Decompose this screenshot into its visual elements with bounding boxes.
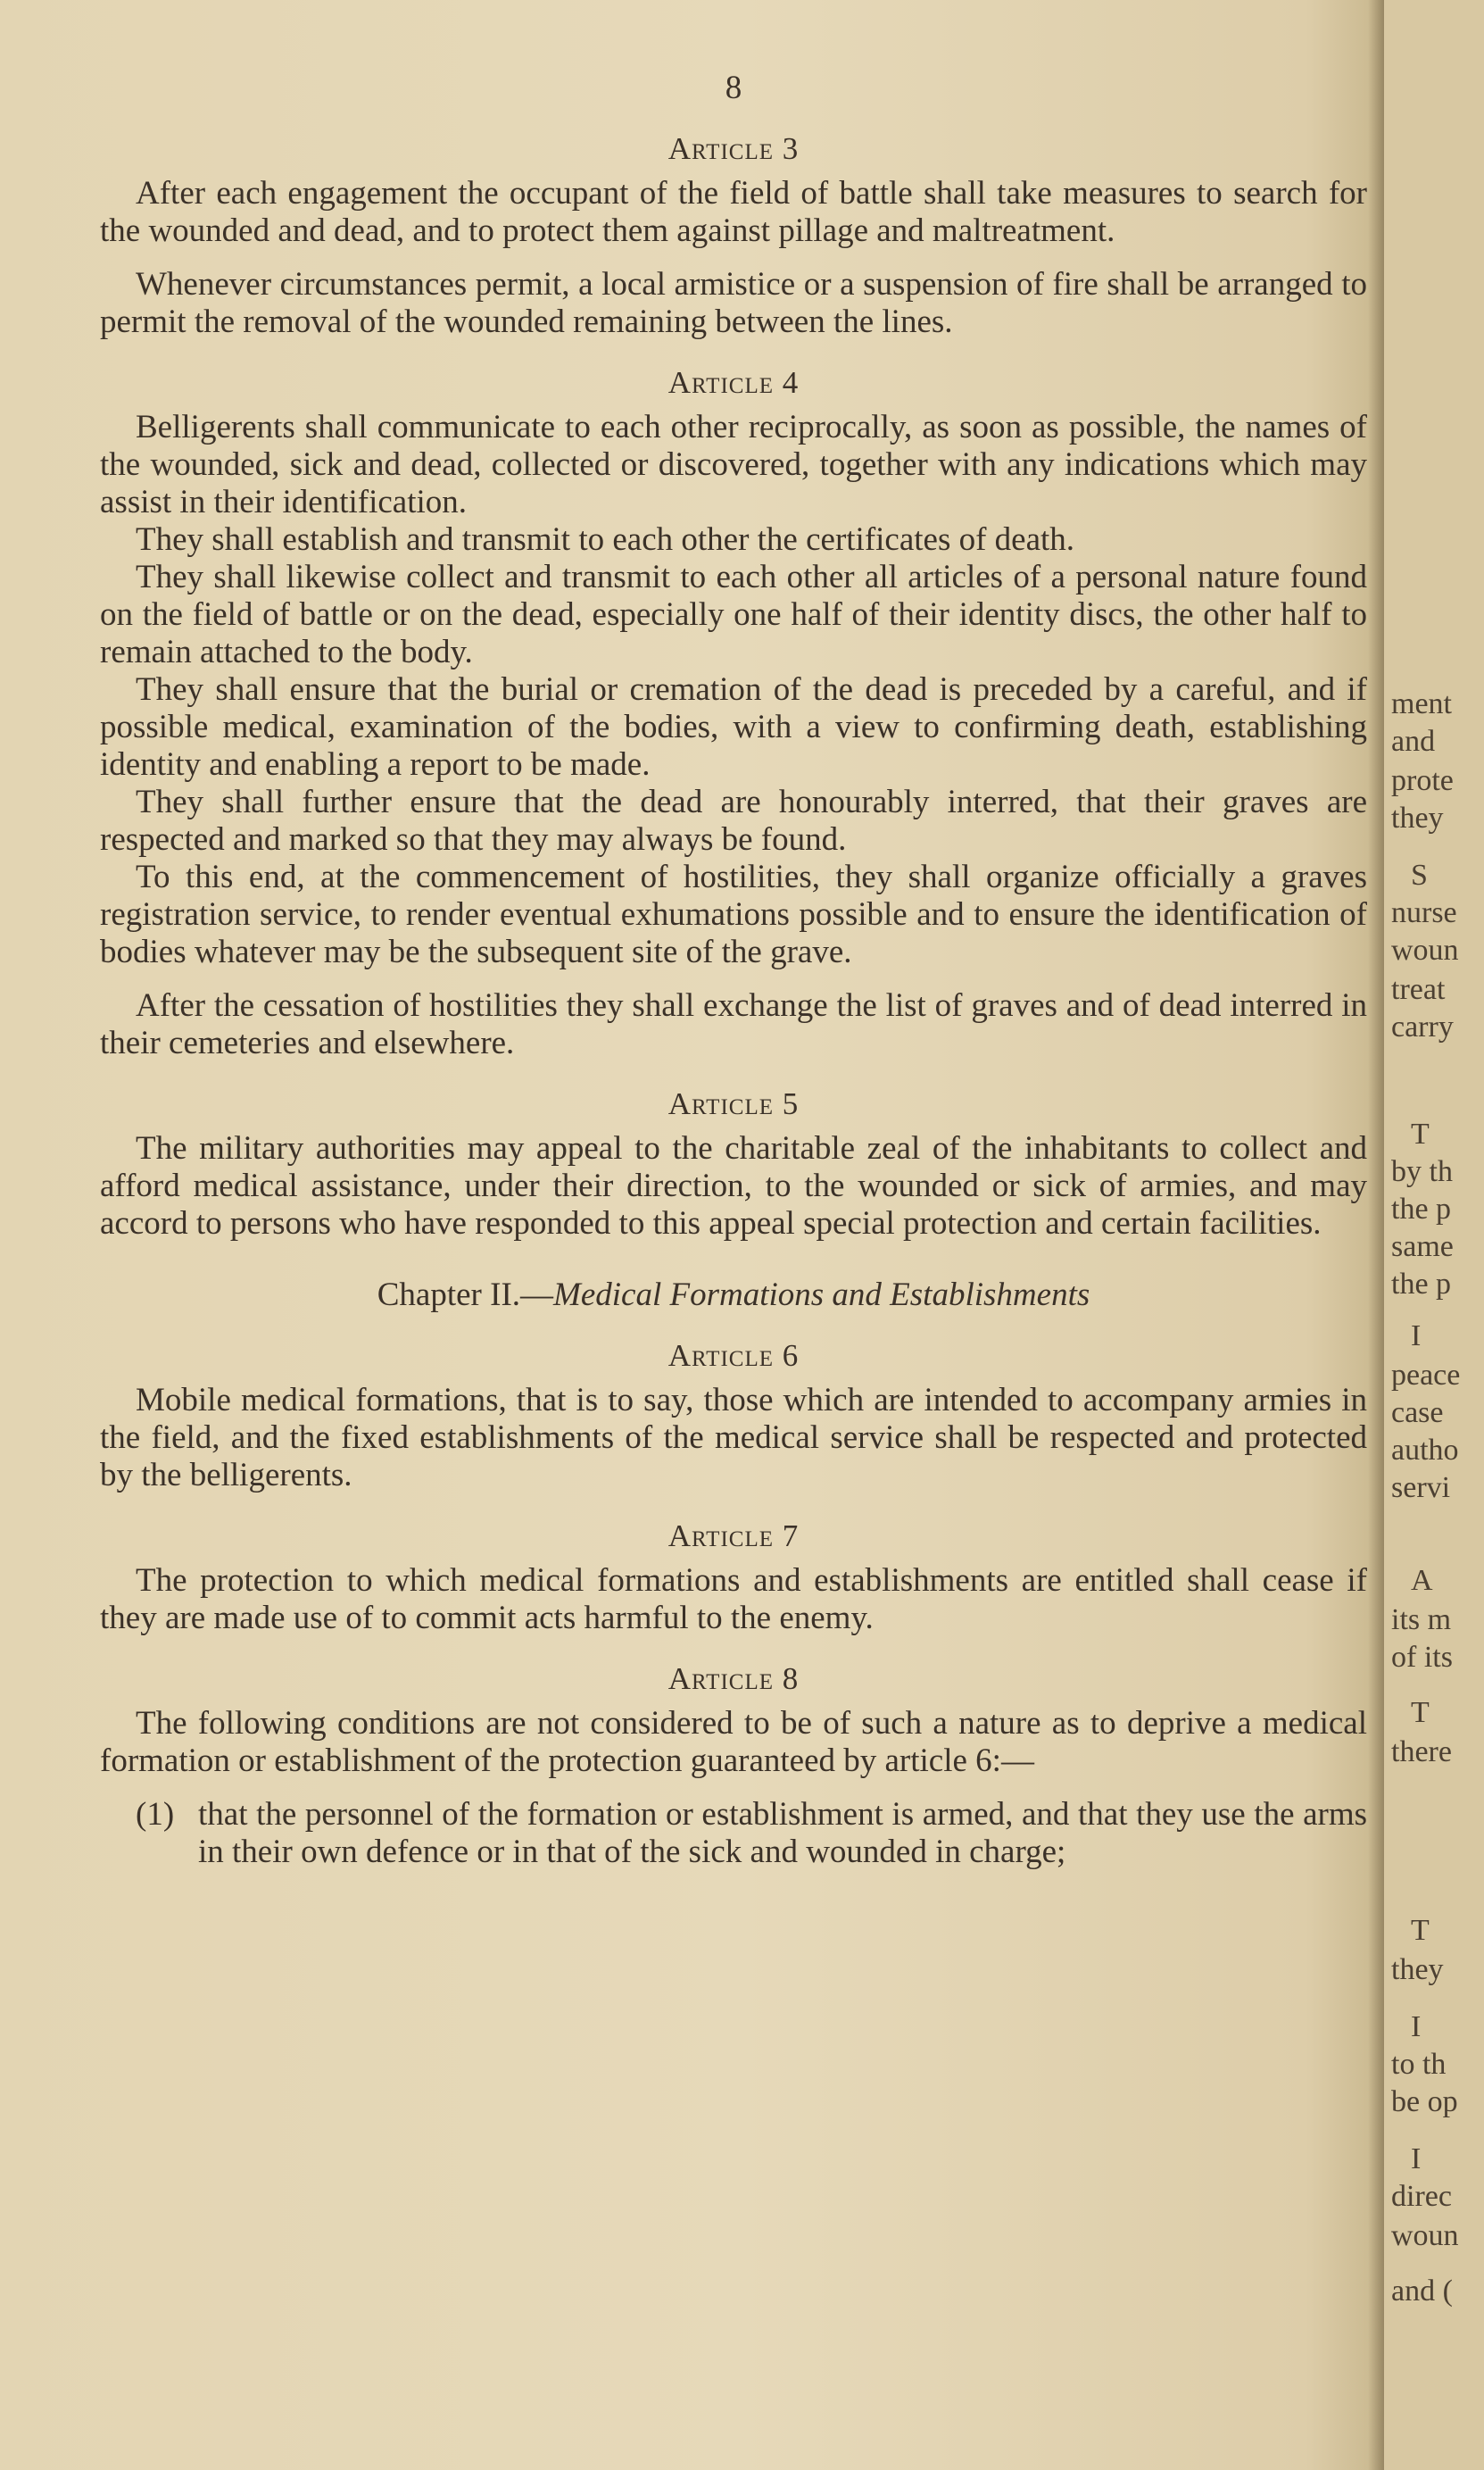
edge-fragment: I	[1411, 2142, 1422, 2175]
chapter-title: Medical Formations and Establishments	[553, 1277, 1090, 1313]
paragraph: After each engagement the occupant of the field of battle shall take measures to search for the wounded and dead, and to protect them against pillage and maltreatment.	[100, 175, 1367, 249]
edge-fragment: ment	[1391, 687, 1452, 720]
edge-fragment: T	[1411, 1914, 1430, 1947]
edge-fragment: be op	[1391, 2085, 1458, 2118]
gutter-shadow	[1368, 0, 1384, 2470]
paragraph: Mobile medical formations, that is to say, those which are intended to accompany armies in the field, and the fixed establishments of the medical service shall be respected and protected by the belligerents.	[100, 1382, 1367, 1493]
edge-fragment: woun	[1391, 2219, 1459, 2252]
paragraph: The following conditions are not considered to be of such a nature as to deprive a medical formation or establishment of the protection guaranteed by article 6:—	[100, 1705, 1367, 1779]
edge-fragment: I	[1411, 1319, 1422, 1352]
paragraph: They shall further ensure that the dead are honourably interred, that their graves are respected and marked so that they may always be found.	[100, 784, 1367, 858]
paragraph: They shall ensure that the burial or cremation of the dead is preceded by a careful, and if possible medical, examination of the bodies, with a view to confirming death, establishing identity and enabling a report to be made.	[100, 671, 1367, 783]
list-item	[136, 1796, 1367, 1871]
article-heading: Article 3	[667, 131, 800, 166]
edge-fragment: they	[1391, 1953, 1444, 1986]
chapter-label: Chapter II.—	[377, 1277, 554, 1313]
paragraph: They shall likewise collect and transmit to each other all articles of a personal nature found on the field of battle or on the dead, especially one half of their identity discs, the other half to remain attached to the body.	[100, 559, 1367, 670]
edge-fragment: case	[1391, 1396, 1444, 1429]
edge-fragment: woun	[1391, 934, 1459, 967]
edge-fragment: direc	[1391, 2180, 1452, 2213]
edge-fragment: carry	[1391, 1010, 1454, 1044]
edge-fragment: peace	[1391, 1359, 1461, 1392]
paragraph: They shall establish and transmit to each other the certificates of death.	[136, 521, 1075, 558]
edge-fragment: its m	[1391, 1603, 1452, 1636]
paragraph: After the cessation of hostilities they shall exchange the list of graves and of dead interred in their cemeteries and elsewhere.	[100, 987, 1367, 1061]
article-heading: Article 5	[667, 1086, 800, 1121]
edge-fragment: prote	[1391, 764, 1454, 797]
edge-fragment: to th	[1391, 2048, 1447, 2081]
edge-fragment: autho	[1391, 1434, 1459, 1467]
list-item-text: that the personnel of the formation or establishment is armed, and that they use the arms in their own defence or in that of the sick and wounded in charge;	[198, 1796, 1367, 1870]
article-heading: Article 6	[667, 1338, 800, 1373]
edge-fragment: and	[1391, 725, 1436, 758]
edge-fragment: nurse	[1391, 896, 1457, 929]
edge-fragment: servi	[1391, 1471, 1451, 1504]
edge-fragment: T	[1411, 1696, 1430, 1729]
edge-fragment: the p	[1391, 1268, 1452, 1301]
article-heading: Article 8	[667, 1661, 800, 1696]
paragraph: The protection to which medical formations and establishments are entitled shall cease if they are made use of to commit acts harmful to the enemy.	[100, 1562, 1367, 1636]
paragraph: Belligerents shall communicate to each other reciprocally, as soon as possible, the names of the wounded, sick and dead, collected or discovered, together with any indications which may assist in their identification.	[100, 409, 1367, 520]
page-content	[100, 70, 1367, 1871]
edge-fragment: they	[1391, 802, 1444, 835]
edge-fragment: I	[1411, 2010, 1422, 2043]
edge-fragment: A	[1411, 1564, 1433, 1597]
page-number: 8	[725, 70, 742, 106]
paragraph: To this end, at the commencement of hostilities, they shall organize officially a graves registration service, to render eventual exhumations possible and to ensure the identification of bodies whatever may be the subsequent site of the grave.	[100, 859, 1367, 970]
article-heading: Article 4	[667, 365, 800, 400]
paragraph: The military authorities may appeal to the charitable zeal of the inhabitants to collect and afford medical assistance, under their direction, to the wounded or sick of armies, and may accord to persons who have responded to this appeal special protection and certain facilities.	[100, 1130, 1367, 1242]
edge-fragment: same	[1391, 1230, 1454, 1263]
edge-fragment: there	[1391, 1735, 1452, 1768]
article-heading: Article 7	[667, 1518, 800, 1553]
chapter-heading	[100, 1277, 1367, 1314]
edge-fragment: S	[1411, 859, 1428, 892]
adjacent-page-edge	[1384, 0, 1484, 2470]
list-item-number: (1)	[136, 1796, 175, 1833]
edge-fragment: the p	[1391, 1193, 1452, 1226]
edge-fragment: of its	[1391, 1641, 1453, 1674]
edge-fragment: treat	[1391, 973, 1446, 1006]
paragraph: Whenever circumstances permit, a local armistice or a suspension of fire shall be arranged to permit the removal of the wounded remaining between the lines.	[100, 266, 1367, 340]
edge-fragment: T	[1411, 1118, 1430, 1151]
edge-fragment: by th	[1391, 1155, 1453, 1188]
edge-fragment: and (	[1391, 2275, 1453, 2308]
